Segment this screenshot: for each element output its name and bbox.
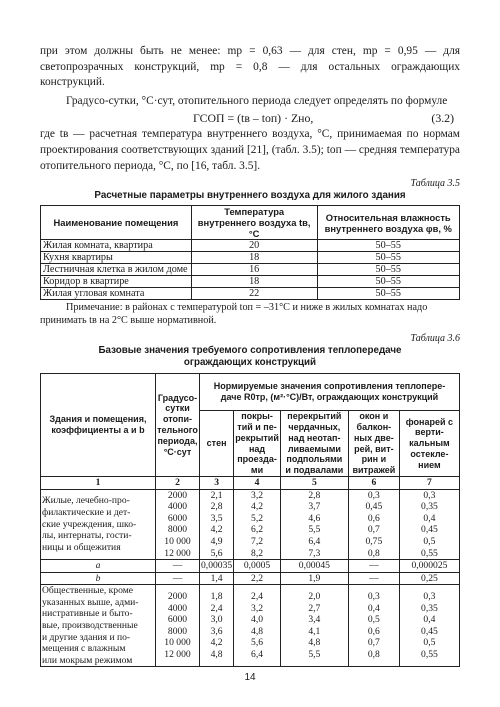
- column-number: 4: [234, 476, 281, 489]
- formula-block: [40, 109, 460, 127]
- walls-values: 2,1 2,8 3,5 4,2 4,9 5,6: [200, 489, 234, 560]
- table-36-label: Таблица 3.6: [410, 333, 460, 345]
- column-number: 7: [399, 476, 459, 489]
- intro-paragraph: при этом должны быть не менее: mр = 0,63 — для стен, mр = 0,95 — для светопрозрачных конструкций, mр = 0,8 — для остальных ограждающих конструкций.: [40, 45, 460, 89]
- temperature-cell: 16: [191, 264, 317, 276]
- table-36-title-line2: ограждающих конструкций: [183, 357, 317, 369]
- column-number: 5: [280, 476, 348, 489]
- gsop-values: 2000 4000 6000 8000 10 000 12 000: [156, 489, 200, 560]
- header-walls: стен: [200, 411, 234, 477]
- covers-values: 2,4 3,2 4,0 4,8 5,6 6,4: [234, 585, 281, 667]
- attic-values: 2,0 2,7 3,4 4,1 4,8 5,5: [280, 585, 348, 667]
- group-public-name: Общественные, кроме указанных выше, адми- нистративные и быто- вые, производственные и другие здания и по- мещения с влажным или мокрым режимом: [41, 585, 156, 667]
- table-row: [41, 252, 460, 264]
- table-cell: —: [348, 560, 399, 573]
- header-windows: окон и балкон- ных две- рей, вит- рин и витражей: [348, 411, 399, 477]
- table-header: Наименование помещения: [41, 206, 192, 240]
- table-35-note: Примечание: в районах с температурой tоп = –31°С и ниже в жилых комнатах надо принимать tв на 2°С выше нормативной.: [40, 302, 428, 327]
- where-paragraph: где tв — расчетная температура внутреннего воздуха, °С, принимаемая по нормам проектирования соответствующих зданий [21], (табл. 3.5); tоп — средняя температура отопительного периода, °С, по [16, табл. 3.5].: [40, 128, 460, 172]
- column-number: 2: [156, 476, 200, 489]
- header-covers: покры- тий и пе- рекрытий над проезда- ми: [235, 411, 279, 476]
- lanterns-values: 0,3 0,35 0,4 0,45 0,5 0,55: [399, 585, 459, 667]
- table-row: [41, 264, 460, 276]
- table-header-row: [41, 206, 460, 240]
- humidity-cell: 50–55: [317, 288, 459, 300]
- attic-values: 2,8 3,7 4,6 5,5 6,4 7,3: [280, 489, 348, 560]
- temperature-cell: 20: [191, 240, 317, 252]
- table-cell: 0,000025: [399, 560, 459, 573]
- table-header: Относительная влажность внутреннего воздуха φв, %: [317, 206, 459, 240]
- room-name: Кухня квартиры: [41, 252, 192, 264]
- table-cell: 0,0005: [234, 560, 281, 573]
- windows-values: 0,3 0,4 0,5 0,6 0,7 0,8: [348, 585, 399, 667]
- walls-values: 1,8 2,4 3,0 3,6 4,2 4,8: [200, 585, 234, 667]
- formula: ГСОП = (tв – tоп) · Zно,: [193, 111, 314, 126]
- column-number: 1: [41, 476, 156, 489]
- table-cell: 1,4: [200, 572, 234, 585]
- table-cell: 1,9: [280, 572, 348, 585]
- table-cell: —: [156, 572, 200, 585]
- table-cell: 0,25: [399, 572, 459, 585]
- table-header: Температура внутреннего воздуха tв, °С: [191, 206, 317, 240]
- header-buildings: Здания и помещения, коэффициенты a и b: [41, 374, 156, 477]
- humidity-cell: 50–55: [317, 264, 459, 276]
- table-row-group-public: [41, 585, 460, 667]
- table-cell: 0,00035: [201, 560, 233, 572]
- table-36: [40, 373, 460, 667]
- table-row: [41, 240, 460, 252]
- room-name: Коридор в квартире: [41, 276, 192, 288]
- header-gsop: Градусо- сутки отопи- тельного периода, °С·сут: [156, 374, 200, 477]
- table-36-title-line1: Базовые значения требуемого сопротивления теплопередаче: [98, 345, 402, 357]
- table-35: [40, 205, 460, 300]
- table-row: [41, 288, 460, 300]
- room-name: Лестничная клетка в жилом доме: [41, 264, 192, 276]
- covers-values: 3,2 4,2 5,2 6,2 7,2 8,2: [234, 489, 281, 560]
- temperature-cell: 18: [191, 276, 317, 288]
- header-resistance-group: Нормируемые значения сопротивления теплопере- даче R0тр, (м²·°С)/Вт, ограждающих конструкций: [200, 374, 460, 411]
- group-residential-name: Жилые, лечебно-про- филактические и дет- ские учреждения, шко- лы, интернаты, гости- ницы и общежития: [41, 489, 156, 560]
- windows-values: 0,3 0,45 0,6 0,7 0,75 0,8: [348, 489, 399, 560]
- room-name: Жилая комната, квартира: [41, 240, 192, 252]
- formula-number: (3.2): [431, 111, 454, 126]
- header-attic: перекрытий чердачных, над неотап- ливаемыми подпольями и подвалами: [280, 411, 348, 477]
- gsop-values: 2000 4000 6000 8000 10 000 12 000: [156, 585, 200, 667]
- table-row-coef-b: [41, 572, 460, 585]
- header-lanterns: фонарей с верти- кальным остекле- нием: [399, 411, 459, 477]
- page-number: 14: [244, 672, 256, 683]
- column-number-row: [41, 476, 460, 489]
- humidity-cell: 50–55: [317, 252, 459, 264]
- table-cell: 2,2: [234, 572, 281, 585]
- humidity-cell: 50–55: [317, 240, 459, 252]
- table-row-coef-a: [41, 560, 460, 573]
- table-35-label: Таблица 3.5: [410, 178, 460, 190]
- gsop-paragraph: Градусо-сутки, °С·сут, отопительного периода следует определять по формуле: [66, 94, 448, 107]
- humidity-cell: 50–55: [317, 276, 459, 288]
- temperature-cell: 18: [191, 252, 317, 264]
- page: [40, 44, 460, 667]
- lanterns-values: 0,3 0,35 0,4 0,45 0,5 0,55: [399, 489, 459, 560]
- column-number: 3: [200, 476, 234, 489]
- table-row-group-residential: [41, 489, 460, 560]
- coef-b-label: b: [41, 572, 156, 585]
- coef-a-label: a: [41, 560, 156, 573]
- table-35-title: Расчетные параметры внутреннего воздуха для жилого здания: [94, 190, 406, 202]
- column-number: 6: [348, 476, 399, 489]
- temperature-cell: 22: [191, 288, 317, 300]
- table-cell: 0,00045: [280, 560, 348, 573]
- table-header-row: [41, 374, 460, 411]
- room-name: Жилая угловая комната: [41, 288, 192, 300]
- table-cell: —: [156, 560, 200, 573]
- table-row: [41, 276, 460, 288]
- table-cell: —: [348, 572, 399, 585]
